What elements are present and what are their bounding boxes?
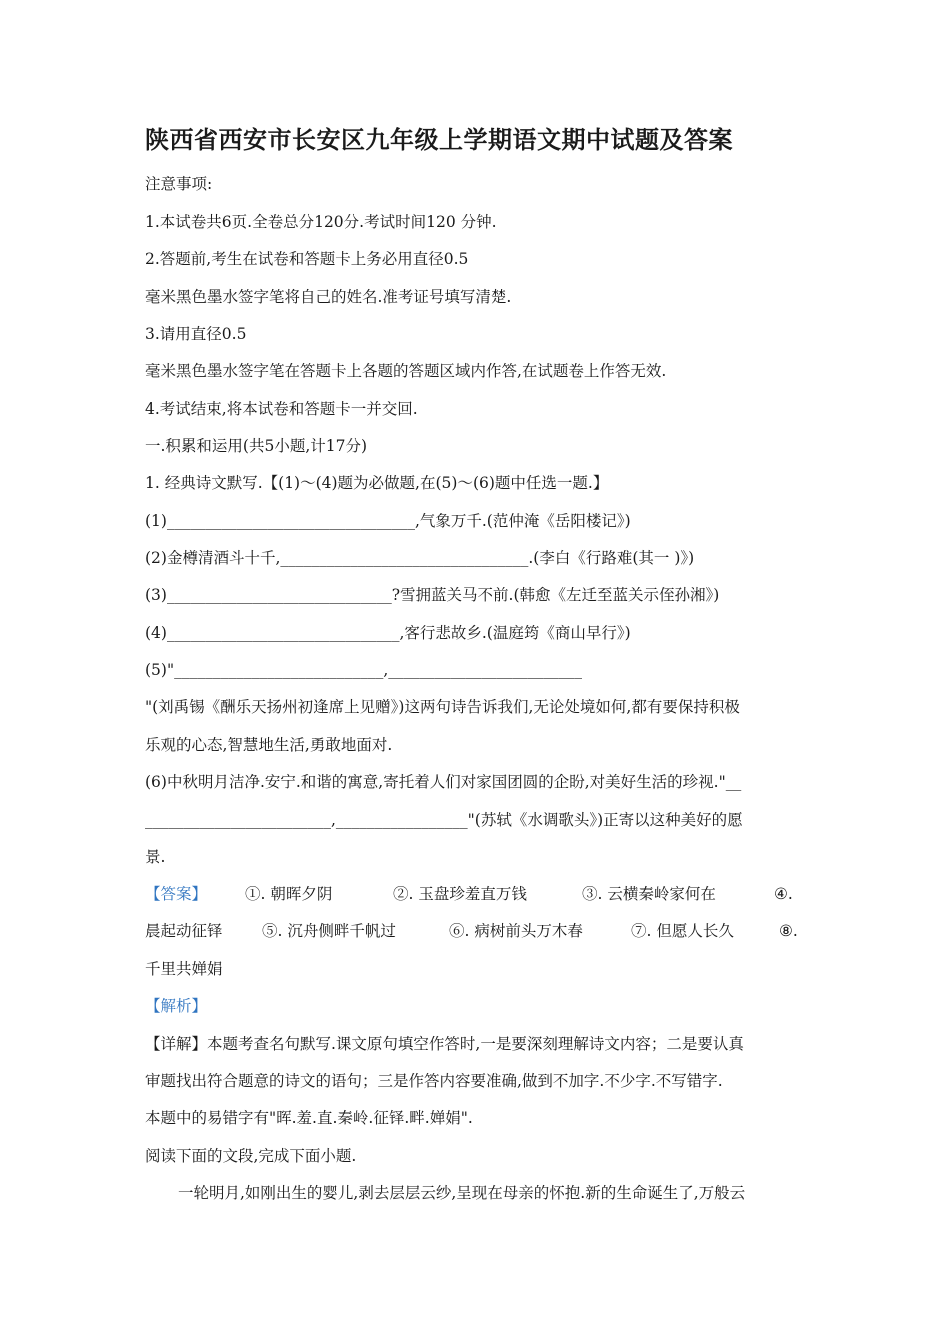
analysis-label: 【解析】: [145, 997, 208, 1015]
page-title: 陕西省西安市长安区九年级上学期语文期中试题及答案: [145, 125, 733, 154]
answer-item-8: 千里共婵娟: [145, 960, 223, 978]
answer-item-7: ⑦. 但愿人长久: [631, 922, 734, 940]
answer-label: 【答案】: [145, 885, 208, 903]
answer-item-6: ⑥. 病树前头万木春: [449, 922, 583, 940]
notice-item-4: 4.考试结束,将本试卷和答题卡一并交回.: [145, 400, 418, 418]
notice-item-3a: 3.请用直径0.5: [145, 325, 247, 343]
question-1-part-6c: 景.: [145, 848, 166, 866]
analysis-detail-3: 本题中的易错字有"晖.羞.直.秦岭.征铎.畔.婵娟".: [145, 1109, 473, 1127]
question-1-part-5c: 乐观的心态,智慧地生活,勇敢地面对.: [145, 736, 393, 754]
answer-item-3: ③. 云横秦岭家何在: [582, 885, 716, 903]
question-1-part-6a: (6)中秋明月洁净.安宁.和谐的寓意,寄托着人们对家国团圆的企盼,对美好生活的珍视."__: [145, 773, 742, 791]
question-1-stem: 1. 经典诗文默写.【(1)～(4)题为必做题,在(5)～(6)题中任选一题.】: [145, 474, 609, 492]
notice-item-2a: 2.答题前,考生在试卷和答题卡上务必用直径0.5: [145, 250, 469, 268]
analysis-detail-1: 【详解】本题考查名句默写.课文原句填空作答时,一是要深刻理解诗文内容；二是要认真: [145, 1035, 744, 1053]
question-1-part-6b: ________________________,_________________"(苏轼《水调歌头》)正寄以这种美好的愿: [145, 811, 743, 829]
answer-item-8-marker: ⑧.: [779, 922, 798, 940]
answer-item-2: ②. 玉盘珍羞直万钱: [393, 885, 527, 903]
question-1-part-3: (3)_____________________________?雪拥蓝关马不前.(韩愈《左迁至蓝关示侄孙湘》): [145, 586, 720, 604]
answer-item-4-marker: ④.: [774, 885, 793, 903]
reading-intro: 阅读下面的文段,完成下面小题.: [145, 1147, 357, 1165]
notice-heading: 注意事项:: [145, 175, 213, 193]
notice-item-2b: 毫米黑色墨水签字笔将自己的姓名.准考证号填写清楚.: [145, 288, 512, 306]
question-1-part-5a: (5)"___________________________,_________________________: [145, 661, 583, 679]
question-1-part-4: (4)______________________________,客行悲故乡.(温庭筠《商山早行》): [145, 624, 631, 642]
analysis-detail-2: 审题找出符合题意的诗文的语句；三是作答内容要准确,做到不加字.不少字.不写错字.: [145, 1072, 723, 1090]
notice-item-1: 1.本试卷共6页.全卷总分120分.考试时间120 分钟.: [145, 213, 497, 231]
section-heading: 一.积累和运用(共5小题,计17分): [145, 437, 368, 455]
notice-item-3b: 毫米黑色墨水签字笔在答题卡上各题的答题区域内作答,在试题卷上作答无效.: [145, 362, 667, 380]
reading-paragraph-1: 一轮明月,如刚出生的婴儿,剥去层层云纱,呈现在母亲的怀抱.新的生命诞生了,万般云: [178, 1184, 746, 1202]
answer-item-5: ⑤. 沉舟侧畔千帆过: [262, 922, 396, 940]
question-1-part-2: (2)金樽清酒斗十千,________________________________.(李白《行路难(其一 )》): [145, 549, 695, 567]
question-1-part-1: (1)________________________________,气象万千.(范仲淹《岳阳楼记》): [145, 512, 631, 530]
question-1-part-5b: "(刘禹锡《酬乐天扬州初逢席上见赠》)这两句诗告诉我们,无论处境如何,都有要保持积极: [145, 698, 740, 716]
answer-item-1: ①. 朝晖夕阴: [245, 885, 333, 903]
answer-item-4: 晨起动征铎: [145, 922, 223, 940]
